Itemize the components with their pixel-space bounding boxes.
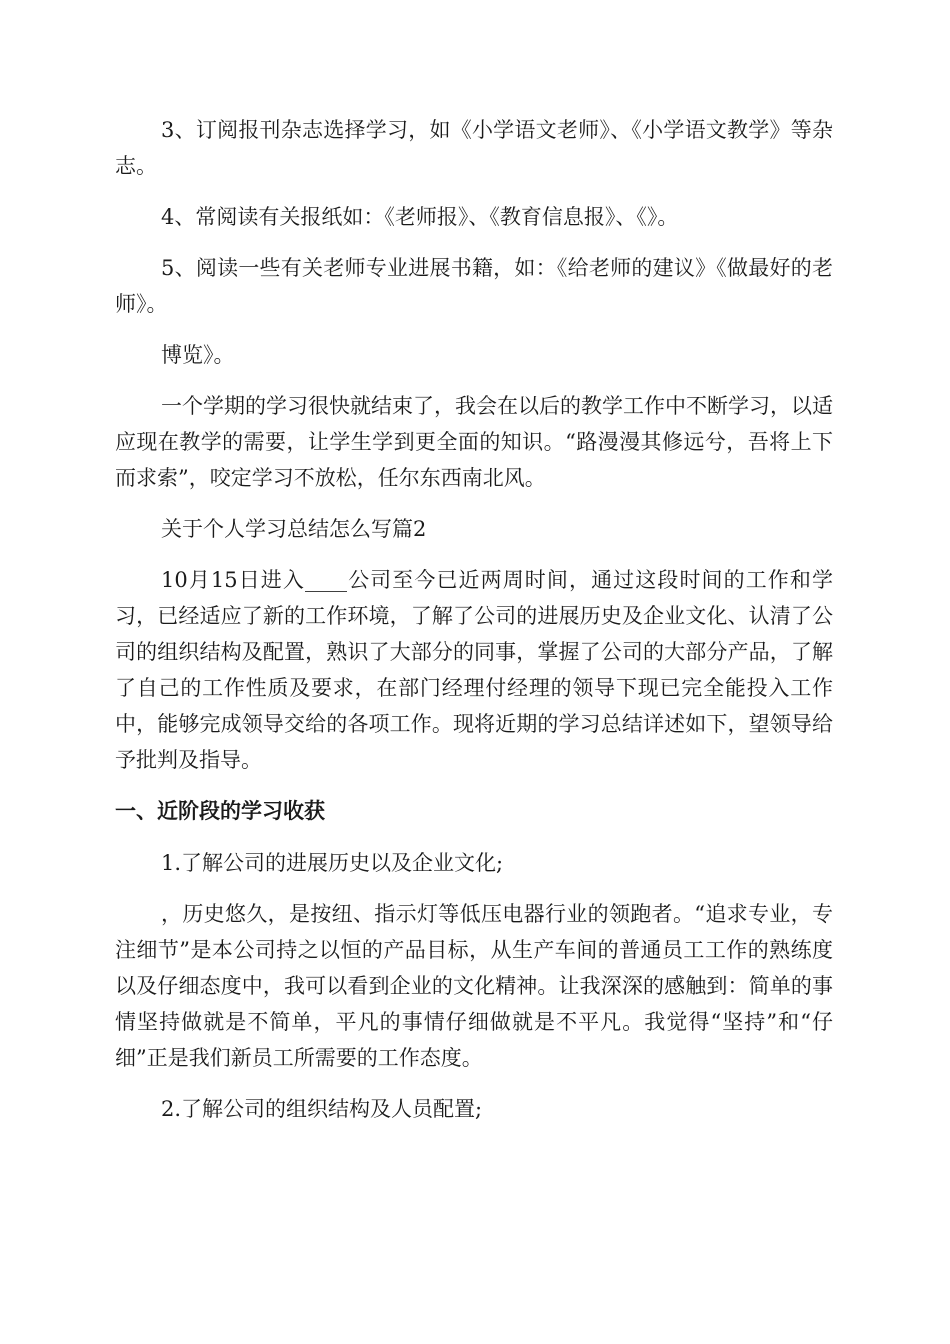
paragraph-fragment: 博览》。 [161,343,235,367]
section-title-part2: 关于个人学习总结怎么写篇2 [161,517,427,541]
list-item-org-structure: 2.了解公司的组织结构及人员配置; [161,1097,483,1121]
paragraph-semester-conclusion: 一个学期的学习很快就结束了，我会在以后的教学工作中不断学习，以适应现在教学的需要，让学生学到更全面的知识。“路漫漫其修远兮，吾将上下而求索”，咬定学习不放松，任尔东西南北风。 [115,394,833,490]
document-page [115,112,833,1142]
list-item-company-history: 1.了解公司的进展历史以及企业文化; [161,851,504,875]
paragraph-company-culture: ，历史悠久，是按纽、指示灯等低压电器行业的领跑者。“追求专业，专注细节”是本公司持之以恒的产品目标，从生产车间的普通员工工作的熟练度以及仔细态度中，我可以看到企业的文化精神。让我深深的感触到：简单的事情坚持做就是不简单，平凡的事情仔细做就是不平凡。我觉得“坚持”和“仔细”正是我们新员工所需要的工作态度。 [115,902,833,1070]
heading-learning-gains: 一、近阶段的学习收获 [115,799,325,823]
paragraph-read-books: 5、阅读一些有关老师专业进展书籍，如：《给老师的建议》《做最好的老师》。 [115,256,833,316]
paragraph-intro-company: 10月15日进入____公司至今已近两周时间，通过这段时间的工作和学习，已经适应了新的工作环境，了解了公司的进展历史及企业文化、认清了公司的组织结构及配置，熟识了大部分的同事，掌握了公司的大部分产品，了解了自己的工作性质及要求，在部门经理付经理的领导下现已完全能投入工作中，能够完成领导交给的各项工作。现将近期的学习总结详述如下，望领导给予批判及指导。 [115,568,833,772]
paragraph-subscribe-magazines: 3、订阅报刊杂志选择学习，如《小学语文老师》、《小学语文教学》等杂志。 [115,118,833,178]
paragraph-read-newspapers: 4、常阅读有关报纸如：《老师报》、《教育信息报》、《》。 [161,205,679,229]
